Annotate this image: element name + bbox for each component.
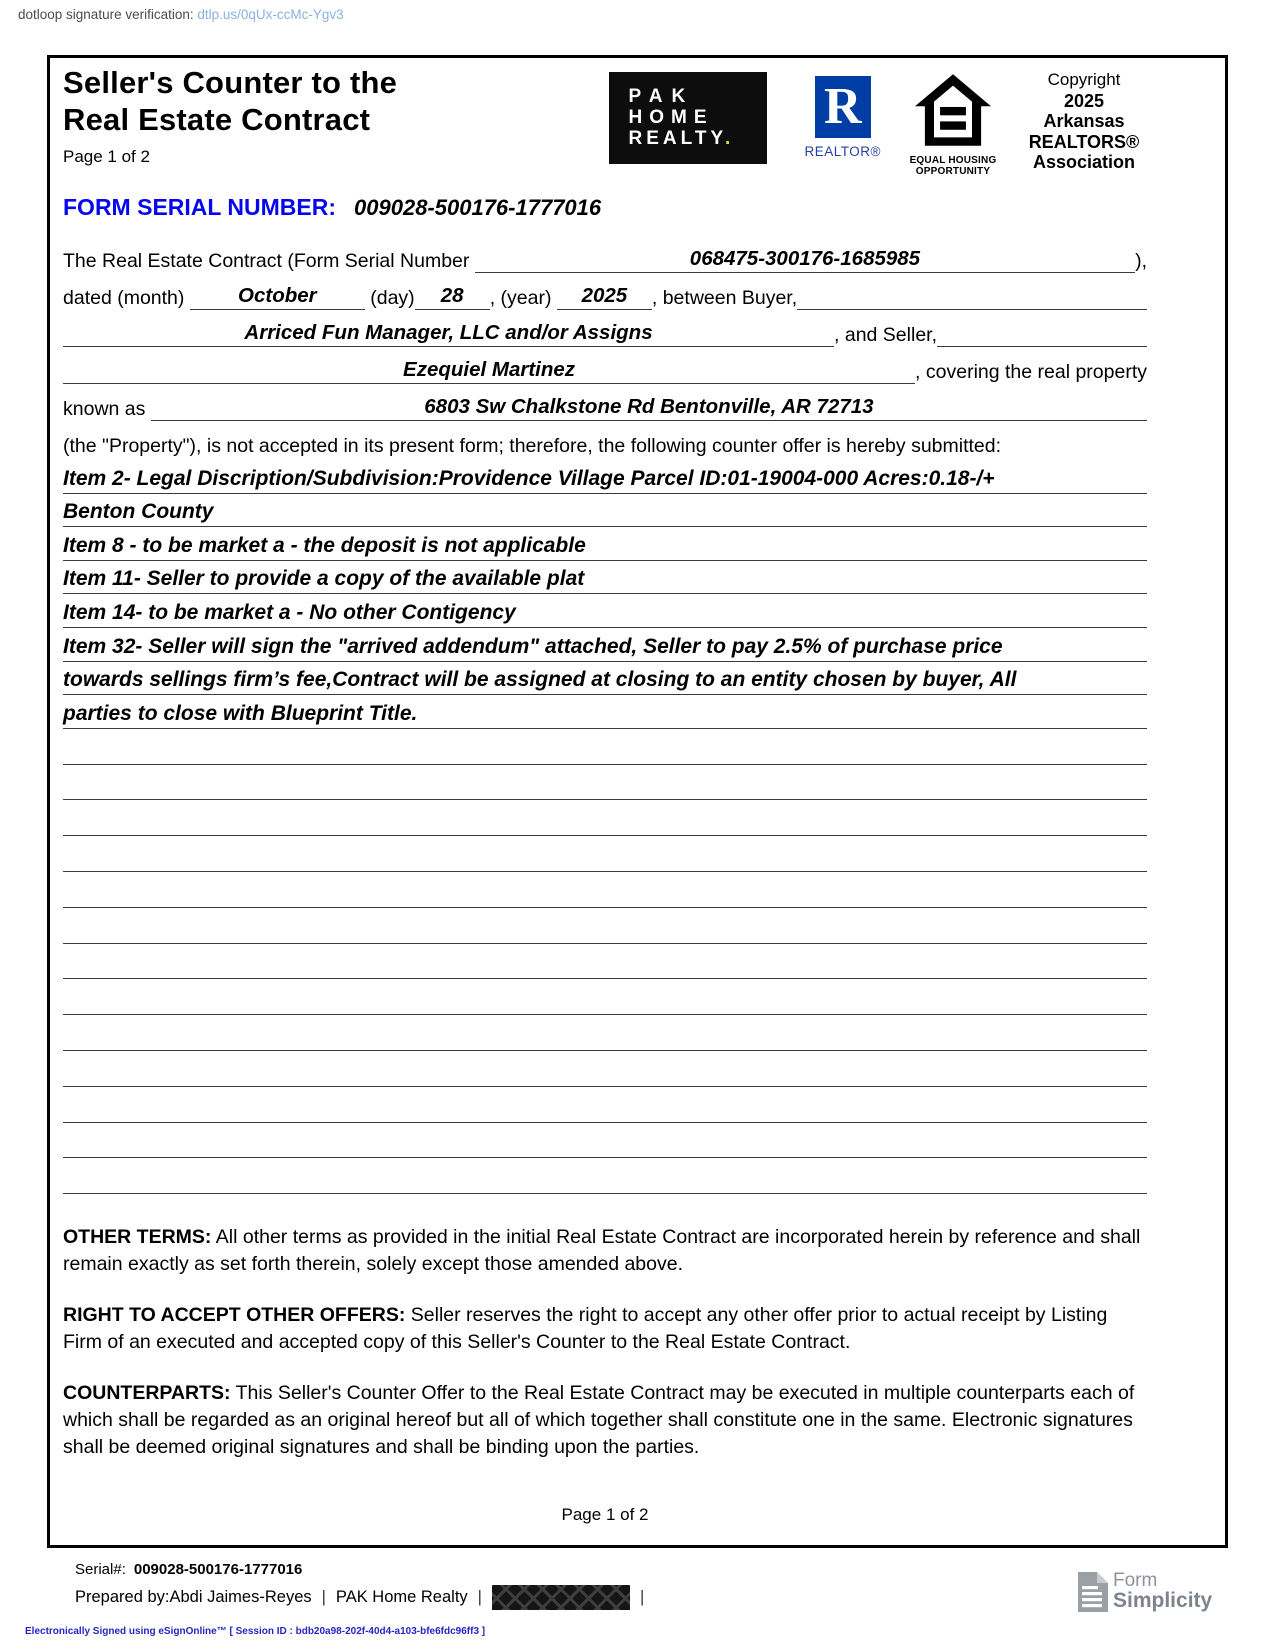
clause-other-terms-label: OTHER TERMS: — [63, 1226, 212, 1249]
title-line-1: Seller's Counter to the — [63, 65, 398, 100]
prepared-by-name: Abdi Jaimes-Reyes — [169, 1588, 312, 1606]
copyright-state: Arkansas — [1043, 111, 1125, 131]
form-simplicity-logo — [1076, 1571, 1212, 1612]
footer-prepared-row — [75, 1585, 654, 1610]
blank-line — [63, 908, 1147, 944]
counter-item-line: Item 8 - to be market a - the deposit is not applicable — [63, 527, 1147, 561]
seller-label: , and Seller, — [834, 324, 937, 346]
copyright-org-1: REALTORS® — [1028, 131, 1140, 152]
equal-housing-icon — [915, 74, 991, 146]
separator: | — [639, 1588, 645, 1606]
counter-item-line: Item 32- Seller will sign the "arrived addendum" attached, Seller to pay 2.5% of purchase price — [63, 628, 1147, 662]
page-footer-label: Page 1 of 2 — [561, 1505, 649, 1525]
seller-field: Ezequiel Martinez — [63, 358, 915, 384]
month-field: October — [190, 284, 365, 310]
blank-line — [63, 1158, 1147, 1194]
copyright-line: Copyright — [1047, 70, 1121, 89]
page-header — [63, 64, 1147, 178]
blank-line — [63, 836, 1147, 872]
blank-line — [63, 729, 1147, 765]
esign-note: Electronically Signed using eSignOnline™ [ Session ID : bdb20a98-202f-40d4-a103-bfe6fdc96ff3 ] — [25, 1626, 486, 1637]
year-field: 2025 — [557, 284, 652, 310]
buyer-field: Arriced Fun Manager, LLC and/or Assigns — [63, 321, 834, 347]
clause-other-terms: OTHER TERMS: All other terms as provided in the initial Real Estate Contract are incorporated herein by reference and shall remain exactly as set forth therein, solely except those amended above. — [63, 1226, 1141, 1276]
buyer-field-lead — [797, 284, 1147, 310]
blank-line — [63, 1015, 1147, 1051]
buyer-label: , between Buyer, — [651, 287, 798, 309]
blank-lines — [63, 729, 1147, 1194]
covering-label: , covering the real property — [915, 361, 1147, 383]
document-title — [63, 64, 609, 138]
blank-line — [63, 1051, 1147, 1087]
blank-line — [63, 800, 1147, 836]
property-clause: (the "Property"), is not accepted in its present form; therefore, the following counter offer is hereby submitted: — [63, 435, 1002, 457]
realtor-r-icon: R — [815, 76, 871, 138]
clause-counterparts-label: COUNTERPARTS: — [63, 1382, 231, 1405]
blank-line — [63, 1087, 1147, 1123]
property-address-field: 6803 Sw Chalkstone Rd Bentonville, AR 72713 — [151, 395, 1147, 421]
blank-line — [63, 872, 1147, 908]
pak-logo-dot: . — [725, 128, 735, 149]
intro-suffix: ), — [1135, 250, 1147, 272]
day-label: (day) — [364, 287, 415, 309]
equal-housing-logo — [907, 74, 999, 177]
blank-line — [63, 979, 1147, 1015]
form-simplicity-text-2: Simplicity — [1113, 1589, 1213, 1612]
pak-home-realty-logo: PAK HOME REALTY. — [609, 72, 767, 164]
blank-line — [63, 1123, 1147, 1159]
verification-link[interactable]: dtlp.us/0qUx-ccMc-Ygv3 — [197, 7, 344, 22]
copyright-org-2: Association — [1032, 152, 1136, 172]
counter-item-line: Benton County — [63, 494, 1147, 528]
form-simplicity-text-1: Form — [1113, 1570, 1158, 1591]
page-number-label: Page 1 of 2 — [63, 147, 150, 166]
form-simplicity-icon — [1076, 1572, 1108, 1612]
footer-serial-label: Serial#: — [75, 1561, 126, 1578]
equal-housing-label-2: OPPORTUNITY — [915, 166, 991, 177]
counter-item-line: Item 14- to be market a - No other Contigency — [63, 594, 1147, 628]
counter-item-line: Item 11- Seller to provide a copy of the available plat — [63, 561, 1147, 595]
prepared-by-label: Prepared by: — [75, 1588, 170, 1606]
form-serial-label: FORM SERIAL NUMBER: — [63, 194, 337, 220]
verification-bar — [18, 7, 344, 22]
separator: | — [321, 1588, 326, 1606]
clause-right-to-accept-label: RIGHT TO ACCEPT OTHER OFFERS: — [63, 1304, 406, 1327]
dated-label: dated (month) — [63, 287, 190, 309]
counter-item-line: Item 2- Legal Discription/Subdivision:Providence Village Parcel ID:01-19004-000 Acres:0.18-/+ — [63, 460, 1147, 494]
verification-label: dotloop signature verification: — [18, 7, 198, 22]
year-label: , (year) — [489, 287, 557, 309]
intro-label: The Real Estate Contract (Form Serial Number — [63, 250, 475, 272]
counter-item-line: towards sellings firm’s fee,Contract will be assigned at closing to an entity chosen by buyer, All — [63, 662, 1147, 696]
known-as-label: known as — [63, 398, 151, 420]
blank-line — [63, 944, 1147, 980]
brokerage-name: PAK Home Realty — [335, 1588, 468, 1606]
copyright-year: 2025 — [1063, 90, 1105, 111]
blank-line — [63, 765, 1147, 801]
equal-housing-label-1: EQUAL HOUSING — [909, 155, 997, 166]
day-field: 28 — [415, 284, 490, 310]
form-serial-row — [63, 194, 1147, 228]
counter-item-line: parties to close with Blueprint Title. — [63, 695, 1147, 729]
contract-page — [47, 55, 1228, 1548]
copyright-block — [1021, 70, 1147, 173]
realtor-label: REALTOR® — [804, 144, 881, 159]
redaction-box — [492, 1585, 630, 1610]
separator: | — [477, 1588, 482, 1606]
seller-field-lead — [937, 321, 1147, 347]
counter-items — [63, 460, 1147, 729]
clause-right-to-accept: RIGHT TO ACCEPT OTHER OFFERS: Seller reserves the right to accept any other offer prior to actual receipt by Listing Firm of an executed and accepted copy of this Seller's Counter to the Real Estate Contract. — [63, 1304, 1108, 1354]
realtor-logo — [805, 76, 881, 159]
footer-serial-row — [75, 1561, 302, 1578]
contract-serial-field: 068475-300176-1685985 — [475, 247, 1135, 273]
contract-intro — [63, 236, 1147, 421]
footer-serial-value: 009028-500176-1777016 — [133, 1561, 303, 1578]
form-serial-value: 009028-500176-1777016 — [354, 195, 602, 220]
clause-counterparts: COUNTERPARTS: This Seller's Counter Offer to the Real Estate Contract may be executed in multiple counterparts each of which shall be regarded as an original hereof but all of which together shall constitute one in the same. Electronic signatures shall be deemed original signatures and shall be binding upon the parties. — [63, 1382, 1135, 1459]
title-line-2: Real Estate Contract — [63, 102, 371, 137]
